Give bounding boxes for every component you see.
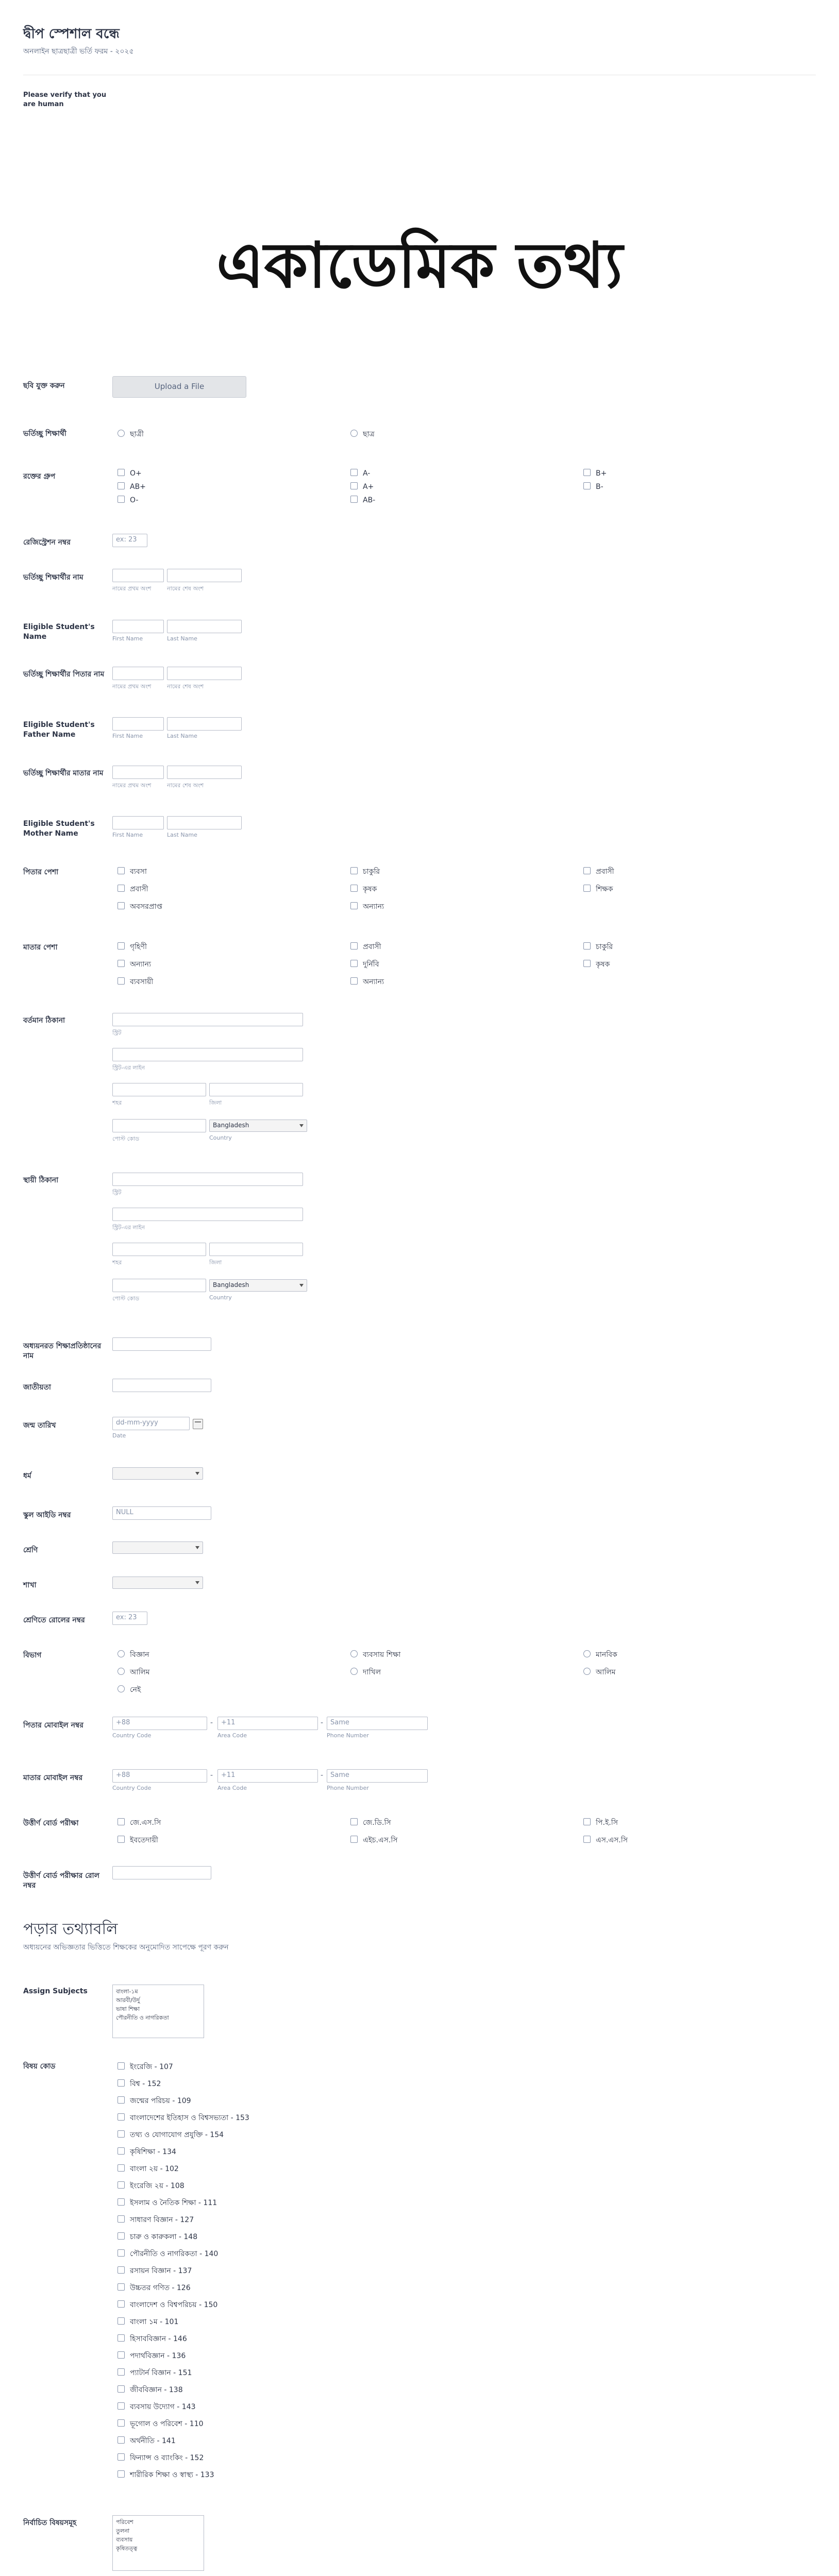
subject-option[interactable]: উচ্চতর গণিত - 126 xyxy=(118,2282,191,2294)
nationality-input[interactable] xyxy=(112,1379,211,1392)
country-select[interactable]: Bangladesh xyxy=(209,1279,307,1292)
checkbox-icon xyxy=(118,902,125,909)
first-name-sublabel: নামের প্রথম অংশ xyxy=(112,585,152,592)
country-sublabel: Country xyxy=(209,1134,232,1141)
subject-option[interactable]: তথ্য ও যোগাযোগ প্রযুক্তি - 154 xyxy=(118,2129,224,2141)
mother-job-option[interactable]: অন্যান্য xyxy=(118,958,151,971)
street-input[interactable] xyxy=(112,1013,303,1026)
father-job-option[interactable]: প্রবাসী xyxy=(118,883,148,895)
father-job-option[interactable]: শিক্ষক xyxy=(583,883,613,895)
checkbox-icon xyxy=(583,942,591,950)
blood-option[interactable]: A- xyxy=(350,469,370,478)
checkbox-icon xyxy=(118,2113,125,2121)
form-title: দ্বীপ স্পেশাল বন্ধে xyxy=(23,26,120,42)
passed-exam-label: উত্তীর্ণ বোর্ড পরীক্ষা xyxy=(23,1819,79,1827)
checkbox-icon xyxy=(118,2232,125,2240)
dob-label: জন্ম তারিখ xyxy=(23,1421,56,1430)
radio-icon xyxy=(118,1668,125,1675)
subject-option[interactable]: ফিন্যান্স ও ব্যাংকিং - 152 xyxy=(118,2452,204,2464)
mother-job-option[interactable]: কৃষক xyxy=(583,958,610,971)
nationality-label: জাতীয়তা xyxy=(23,1383,51,1392)
checkbox-icon xyxy=(350,496,358,503)
religion-select[interactable] xyxy=(112,1467,203,1480)
checkbox-icon xyxy=(118,2096,125,2104)
phone-number-input[interactable]: Same xyxy=(327,1769,428,1783)
checkbox-icon xyxy=(350,867,358,874)
list-item[interactable]: বাংলা-১ম xyxy=(116,1988,138,1995)
form-subtitle: অনলাইন ছাত্রছাত্রী ভর্তি ফরম - ২০২৫ xyxy=(23,47,134,56)
permanent-address-label: স্থায়ী ঠিকানা xyxy=(23,1176,59,1184)
phone-dash: - xyxy=(210,1719,213,1727)
checkbox-icon xyxy=(583,960,591,967)
student-name-en-label: Eligible Student's Name xyxy=(23,623,95,641)
subject-option[interactable]: ভূগোল ও পরিবেশ - 110 xyxy=(118,2418,204,2430)
checkbox-icon xyxy=(118,2198,125,2206)
school-id-label: স্কুল আইডি নম্বর xyxy=(23,1511,71,1519)
subject-option[interactable]: জীববিজ্ঞান - 138 xyxy=(118,2384,183,2396)
checkbox-icon xyxy=(118,2181,125,2189)
first-name-sublabel: First Name xyxy=(112,733,143,739)
checkbox-icon xyxy=(118,469,125,476)
phone-dash: - xyxy=(210,1771,213,1780)
checkbox-icon xyxy=(118,2334,125,2342)
division-option[interactable]: ব্যবসায় শিক্ষা xyxy=(350,1649,400,1661)
checkbox-icon xyxy=(118,2249,125,2257)
passed-exam-option[interactable]: ইবতেদায়ী xyxy=(118,1834,158,1846)
class-label: শ্রেণি xyxy=(23,1546,38,1554)
passed-exam-option[interactable]: জে.এস.সি xyxy=(118,1817,161,1829)
checkbox-icon xyxy=(118,2300,125,2308)
passed-exam-option[interactable]: এইচ.এস.সি xyxy=(350,1834,398,1846)
father-job-option[interactable]: অবসরপ্রাপ্ত xyxy=(118,901,162,913)
checkbox-icon xyxy=(118,496,125,503)
street-input[interactable] xyxy=(112,1173,303,1186)
father-job-option[interactable]: চাকুরি xyxy=(350,866,380,878)
phone-number-sublabel: Phone Number xyxy=(327,1732,369,1739)
phone-dash: - xyxy=(321,1719,324,1727)
division-option[interactable]: মানবিক xyxy=(583,1649,617,1661)
radio-icon xyxy=(583,1650,591,1657)
first-name-input[interactable] xyxy=(112,569,164,582)
checkbox-icon xyxy=(118,482,125,489)
father-job-label: পিতার পেশা xyxy=(23,868,59,876)
checkbox-icon xyxy=(118,2453,125,2461)
subject-option[interactable]: ইংরেজি - 107 xyxy=(118,2061,173,2073)
optional-subjects-label: নির্বাচিত বিষয়সমূহ xyxy=(23,2519,77,2527)
subject-option[interactable]: অর্থনীতি - 141 xyxy=(118,2435,176,2447)
present-address-label: বর্তমান ঠিকানা xyxy=(23,1016,65,1025)
first-name-sublabel: নামের প্রথম অংশ xyxy=(112,782,152,789)
last-name-input[interactable] xyxy=(167,620,242,633)
passed-roll-label: উত্তীর্ণ বোর্ড পরীক্ষার রোল নম্বর xyxy=(23,1872,100,1890)
street2-sublabel: স্ট্রিট-এর লাইন xyxy=(112,1224,145,1231)
checkbox-icon xyxy=(118,867,125,874)
checkbox-icon xyxy=(583,1818,591,1825)
checkbox-icon xyxy=(583,867,591,874)
mother-job-label: মাতার পেশা xyxy=(23,943,58,952)
subject-option[interactable]: হিসাববিজ্ঞান - 146 xyxy=(118,2333,187,2345)
area-code-input[interactable]: +11 xyxy=(217,1717,318,1730)
last-name-sublabel: নামের শেষ অংশ xyxy=(167,585,204,592)
mother-job-option[interactable]: প্রবাসী xyxy=(350,941,381,953)
last-name-sublabel: Last Name xyxy=(167,733,197,739)
blood-option[interactable]: A+ xyxy=(350,482,374,491)
checkbox-icon xyxy=(118,2147,125,2155)
calendar-icon[interactable] xyxy=(193,1419,203,1429)
radio-icon xyxy=(118,430,125,437)
checkbox-icon xyxy=(350,977,358,985)
checkbox-icon xyxy=(350,942,358,950)
father-job-option[interactable]: ব্যবসা xyxy=(118,866,147,878)
subject-option[interactable]: রসায়ন বিজ্ঞান - 137 xyxy=(118,2265,192,2277)
state-sublabel: জিলা xyxy=(209,1259,222,1266)
zip-input[interactable] xyxy=(112,1279,206,1292)
checkbox-icon xyxy=(118,2266,125,2274)
subjects-label: বিষয় কোড xyxy=(23,2062,56,2071)
section-label: শাখা xyxy=(23,1581,37,1589)
photo-label: ছবি যুক্ত করুন xyxy=(23,382,65,390)
blood-option[interactable]: AB- xyxy=(350,496,375,504)
blood-option[interactable]: O- xyxy=(118,496,138,504)
checkbox-icon xyxy=(118,2419,125,2427)
religion-label: ধর্ম xyxy=(23,1472,31,1480)
roll-input[interactable]: ex: 23 xyxy=(112,1612,147,1625)
checkbox-icon xyxy=(118,885,125,892)
division-option[interactable]: আলিম xyxy=(118,1666,150,1679)
last-name-sublabel: নামের শেষ অংশ xyxy=(167,683,204,690)
division-option[interactable]: দাখিল xyxy=(350,1666,381,1679)
section-title: পড়ার তথ্যাবলি xyxy=(23,1920,118,1938)
phone-number-input[interactable]: Same xyxy=(327,1717,428,1730)
father-job-option[interactable]: কৃষক xyxy=(350,883,377,895)
list-item[interactable]: আরবী/উর্দু xyxy=(116,1997,140,2004)
student-type-option[interactable]: ছাত্র xyxy=(350,428,375,440)
reg-no-input[interactable]: ex: 23 xyxy=(112,534,147,547)
country-code-input[interactable]: +88 xyxy=(112,1717,207,1730)
radio-icon xyxy=(350,1650,358,1657)
area-code-sublabel: Area Code xyxy=(217,1785,247,1791)
last-name-input[interactable] xyxy=(167,766,242,779)
father-job-option[interactable]: অন্যান্য xyxy=(350,901,384,913)
mother-job-option[interactable]: অন্যান্য xyxy=(350,976,384,988)
captcha-label: Please verify that you are human xyxy=(23,91,107,108)
dob-input[interactable]: dd-mm-yyyy xyxy=(112,1417,190,1430)
blood-option[interactable]: AB+ xyxy=(118,482,146,491)
list-item[interactable]: পরিবেশ xyxy=(116,2519,133,2526)
subject-option[interactable]: জন্মের পরিচয় - 109 xyxy=(118,2095,191,2107)
checkbox-icon xyxy=(118,1836,125,1843)
last-name-sublabel: নামের শেষ অংশ xyxy=(167,782,204,789)
city-sublabel: শহর xyxy=(112,1099,122,1106)
subject-option[interactable]: বাংলাদেশের ইতিহাস ও বিশ্বসভ্যতা - 153 xyxy=(118,2112,249,2124)
section-select[interactable] xyxy=(112,1577,203,1589)
class-select[interactable] xyxy=(112,1541,203,1554)
division-option[interactable]: আলিম xyxy=(583,1666,616,1679)
first-name-sublabel: First Name xyxy=(112,635,143,642)
last-name-sublabel: Last Name xyxy=(167,635,197,642)
passed-exam-option[interactable]: জে.ডি.সি xyxy=(350,1817,391,1829)
last-name-input[interactable] xyxy=(167,717,242,731)
country-code-sublabel: Country Code xyxy=(112,1785,152,1791)
division-option[interactable]: নেই xyxy=(118,1684,141,1696)
radio-icon xyxy=(118,1685,125,1692)
mother-job-option[interactable]: গৃহিণী xyxy=(118,941,147,953)
radio-icon xyxy=(350,1668,358,1675)
subject-option[interactable]: চারু ও কারুকলা - 148 xyxy=(118,2231,197,2243)
prev-institution-label: অধ্যয়নরত শিক্ষাপ্রতিষ্ঠানের নাম xyxy=(23,1342,102,1360)
subject-option[interactable]: বাংলাদেশ ও বিশ্বপরিচয় - 150 xyxy=(118,2299,217,2311)
subject-option[interactable]: ইসলাম ও নৈতিক শিক্ষা - 111 xyxy=(118,2197,217,2209)
first-name-sublabel: First Name xyxy=(112,832,143,838)
checkbox-icon xyxy=(583,885,591,892)
phone-dash: - xyxy=(321,1771,324,1780)
prev-institution-input[interactable] xyxy=(112,1337,211,1351)
mother-name-bn-label: ভর্তিচ্ছু শিক্ষার্থীর মাতার নাম xyxy=(23,769,104,777)
last-name-input[interactable] xyxy=(167,569,242,582)
dob-sublabel: Date xyxy=(112,1432,126,1439)
last-name-input[interactable] xyxy=(167,816,242,829)
student-type-option[interactable]: ছাত্রী xyxy=(118,428,144,440)
father-name-bn-label: ভর্তিচ্ছু শিক্ষার্থীর পিতার নাম xyxy=(23,670,105,679)
roll-label: শ্রেণিতে রোলের নম্বর xyxy=(23,1616,85,1624)
school-id-input[interactable]: NULL xyxy=(112,1506,211,1520)
checkbox-icon xyxy=(118,2215,125,2223)
passed-roll-input[interactable] xyxy=(112,1866,211,1879)
mother-name-en-label: Eligible Student's Mother Name xyxy=(23,820,95,838)
optional-subjects-listbox[interactable] xyxy=(112,2515,204,2571)
checkbox-icon xyxy=(350,1836,358,1843)
mother-job-option[interactable]: চাকুরি xyxy=(583,941,613,953)
checkbox-icon xyxy=(350,482,358,489)
blood-group-label: রক্তের গ্রুপ xyxy=(23,472,56,481)
passed-exam-option[interactable]: এস.এস.সি xyxy=(583,1834,628,1846)
phone-number-sublabel: Phone Number xyxy=(327,1785,369,1791)
subject-option[interactable]: বিশ্ব - 152 xyxy=(118,2078,161,2090)
section-subtitle: অধ্যয়নের অভিজ্ঞতার ভিত্তিতে শিক্ষকের অনুমোদিত সাপেক্ষে পূরণ করুন xyxy=(23,1943,229,1952)
country-sublabel: Country xyxy=(209,1294,232,1301)
zip-sublabel: পোস্ট কোড xyxy=(112,1295,140,1302)
checkbox-icon xyxy=(118,2385,125,2393)
first-name-input[interactable] xyxy=(112,620,164,633)
reg-no-label: রেজিস্ট্রেশন নম্বর xyxy=(23,538,71,547)
student-name-bn-label: ভর্তিচ্ছু শিক্ষার্থীর নাম xyxy=(23,573,83,582)
city-input[interactable] xyxy=(112,1243,206,1256)
street-sublabel: স্ট্রিট xyxy=(112,1189,122,1196)
subject-option[interactable]: বাংলা ১ম - 101 xyxy=(118,2316,178,2328)
first-name-input[interactable] xyxy=(112,766,164,779)
blood-option[interactable]: B- xyxy=(583,482,603,491)
checkbox-icon xyxy=(350,960,358,967)
checkbox-icon xyxy=(118,1818,125,1825)
blood-option[interactable]: B+ xyxy=(583,469,607,478)
first-name-input[interactable] xyxy=(112,816,164,829)
father-phone-label: পিতার মোবাইল নম্বর xyxy=(23,1721,83,1730)
zip-input[interactable] xyxy=(112,1119,206,1132)
radio-icon xyxy=(118,1650,125,1657)
student-type-label: ভর্তিচ্ছু শিক্ষার্থী xyxy=(23,430,66,438)
hero-heading: একাডেমিক তথ্য xyxy=(216,229,623,302)
subject-option[interactable]: সাধারণ বিজ্ঞান - 127 xyxy=(118,2214,194,2226)
city-input[interactable] xyxy=(112,1083,206,1096)
division-option[interactable]: বিজ্ঞান xyxy=(118,1649,149,1661)
country-select[interactable]: Bangladesh xyxy=(209,1120,307,1132)
checkbox-icon xyxy=(118,960,125,967)
list-item[interactable]: ব্যবসায় xyxy=(116,2536,133,2544)
checkbox-icon xyxy=(583,469,591,476)
street2-input[interactable] xyxy=(112,1048,303,1061)
list-item[interactable]: পৌরনীতি ও নাগরিকতা xyxy=(116,2014,169,2022)
checkbox-icon xyxy=(118,977,125,985)
checkbox-icon xyxy=(118,2402,125,2410)
subject-option[interactable]: পৌরনীতি ও নাগরিকতা - 140 xyxy=(118,2248,218,2260)
area-code-input[interactable]: +11 xyxy=(217,1769,318,1783)
list-item[interactable]: কৃষিতত্ত্ব xyxy=(116,2545,138,2552)
assign-subjects-label: Assign Subjects xyxy=(23,1987,88,1995)
checkbox-icon xyxy=(118,2368,125,2376)
checkbox-icon xyxy=(350,902,358,909)
checkbox-icon xyxy=(118,2062,125,2070)
radio-icon xyxy=(583,1668,591,1675)
street2-sublabel: স্ট্রিট-এর লাইন xyxy=(112,1064,145,1071)
street2-input[interactable] xyxy=(112,1208,303,1221)
zip-sublabel: পোস্ট কোড xyxy=(112,1136,140,1142)
mother-job-option[interactable]: ব্যবসায়ী xyxy=(118,976,153,988)
street-sublabel: স্ট্রিট xyxy=(112,1029,122,1036)
state-sublabel: জিলা xyxy=(209,1099,222,1106)
checkbox-icon xyxy=(583,482,591,489)
checkbox-icon xyxy=(583,1836,591,1843)
last-name-input[interactable] xyxy=(167,667,242,680)
country-code-sublabel: Country Code xyxy=(112,1732,152,1739)
city-sublabel: শহর xyxy=(112,1259,122,1266)
first-name-input[interactable] xyxy=(112,667,164,680)
checkbox-icon xyxy=(350,885,358,892)
assign-subjects-listbox[interactable] xyxy=(112,1985,204,2038)
first-name-sublabel: নামের প্রথম অংশ xyxy=(112,683,152,690)
mother-phone-label: মাতার মোবাইল নম্বর xyxy=(23,1774,83,1782)
country-code-input[interactable]: +88 xyxy=(112,1769,207,1783)
checkbox-icon xyxy=(118,2283,125,2291)
checkbox-icon xyxy=(118,2164,125,2172)
subject-option[interactable]: ইংরেজি ২য় - 108 xyxy=(118,2180,184,2192)
last-name-sublabel: Last Name xyxy=(167,832,197,838)
state-input[interactable] xyxy=(209,1243,303,1256)
checkbox-icon xyxy=(350,1818,358,1825)
checkbox-icon xyxy=(118,2351,125,2359)
checkbox-icon xyxy=(118,942,125,950)
subject-option[interactable]: কৃষিশিক্ষা - 134 xyxy=(118,2146,176,2158)
division-label: বিভাগ xyxy=(23,1651,42,1659)
passed-exam-option[interactable]: পি.ই.সি xyxy=(583,1817,618,1829)
checkbox-icon xyxy=(118,2317,125,2325)
checkbox-icon xyxy=(118,2130,125,2138)
checkbox-icon xyxy=(118,2470,125,2478)
state-input[interactable] xyxy=(209,1083,303,1096)
checkbox-icon xyxy=(350,469,358,476)
subject-option[interactable]: ব্যবসায় উদ্যোগ - 143 xyxy=(118,2401,196,2413)
checkbox-icon xyxy=(118,2079,125,2087)
first-name-input[interactable] xyxy=(112,717,164,731)
subject-option[interactable]: প্যাটার্ন বিজ্ঞান - 151 xyxy=(118,2367,192,2379)
subject-option[interactable]: বাংলা ২য় - 102 xyxy=(118,2163,179,2175)
list-item[interactable]: ভাষা শিক্ষা xyxy=(116,2006,140,2013)
area-code-sublabel: Area Code xyxy=(217,1732,247,1739)
subject-option[interactable]: পদার্থবিজ্ঞান - 136 xyxy=(118,2350,186,2362)
subject-option[interactable]: শারীরিক শিক্ষা ও স্বাস্থ্য - 133 xyxy=(118,2469,214,2481)
father-job-option[interactable]: প্রবাসী xyxy=(583,866,614,878)
mother-job-option[interactable]: দুর্নিবি xyxy=(350,958,379,971)
father-name-en-label: Eligible Student's Father Name xyxy=(23,721,95,739)
checkbox-icon xyxy=(118,2436,125,2444)
list-item[interactable]: তুলনা xyxy=(116,2528,130,2535)
upload-file-button[interactable]: Upload a File xyxy=(112,376,246,398)
blood-option[interactable]: O+ xyxy=(118,469,142,478)
radio-icon xyxy=(350,430,358,437)
